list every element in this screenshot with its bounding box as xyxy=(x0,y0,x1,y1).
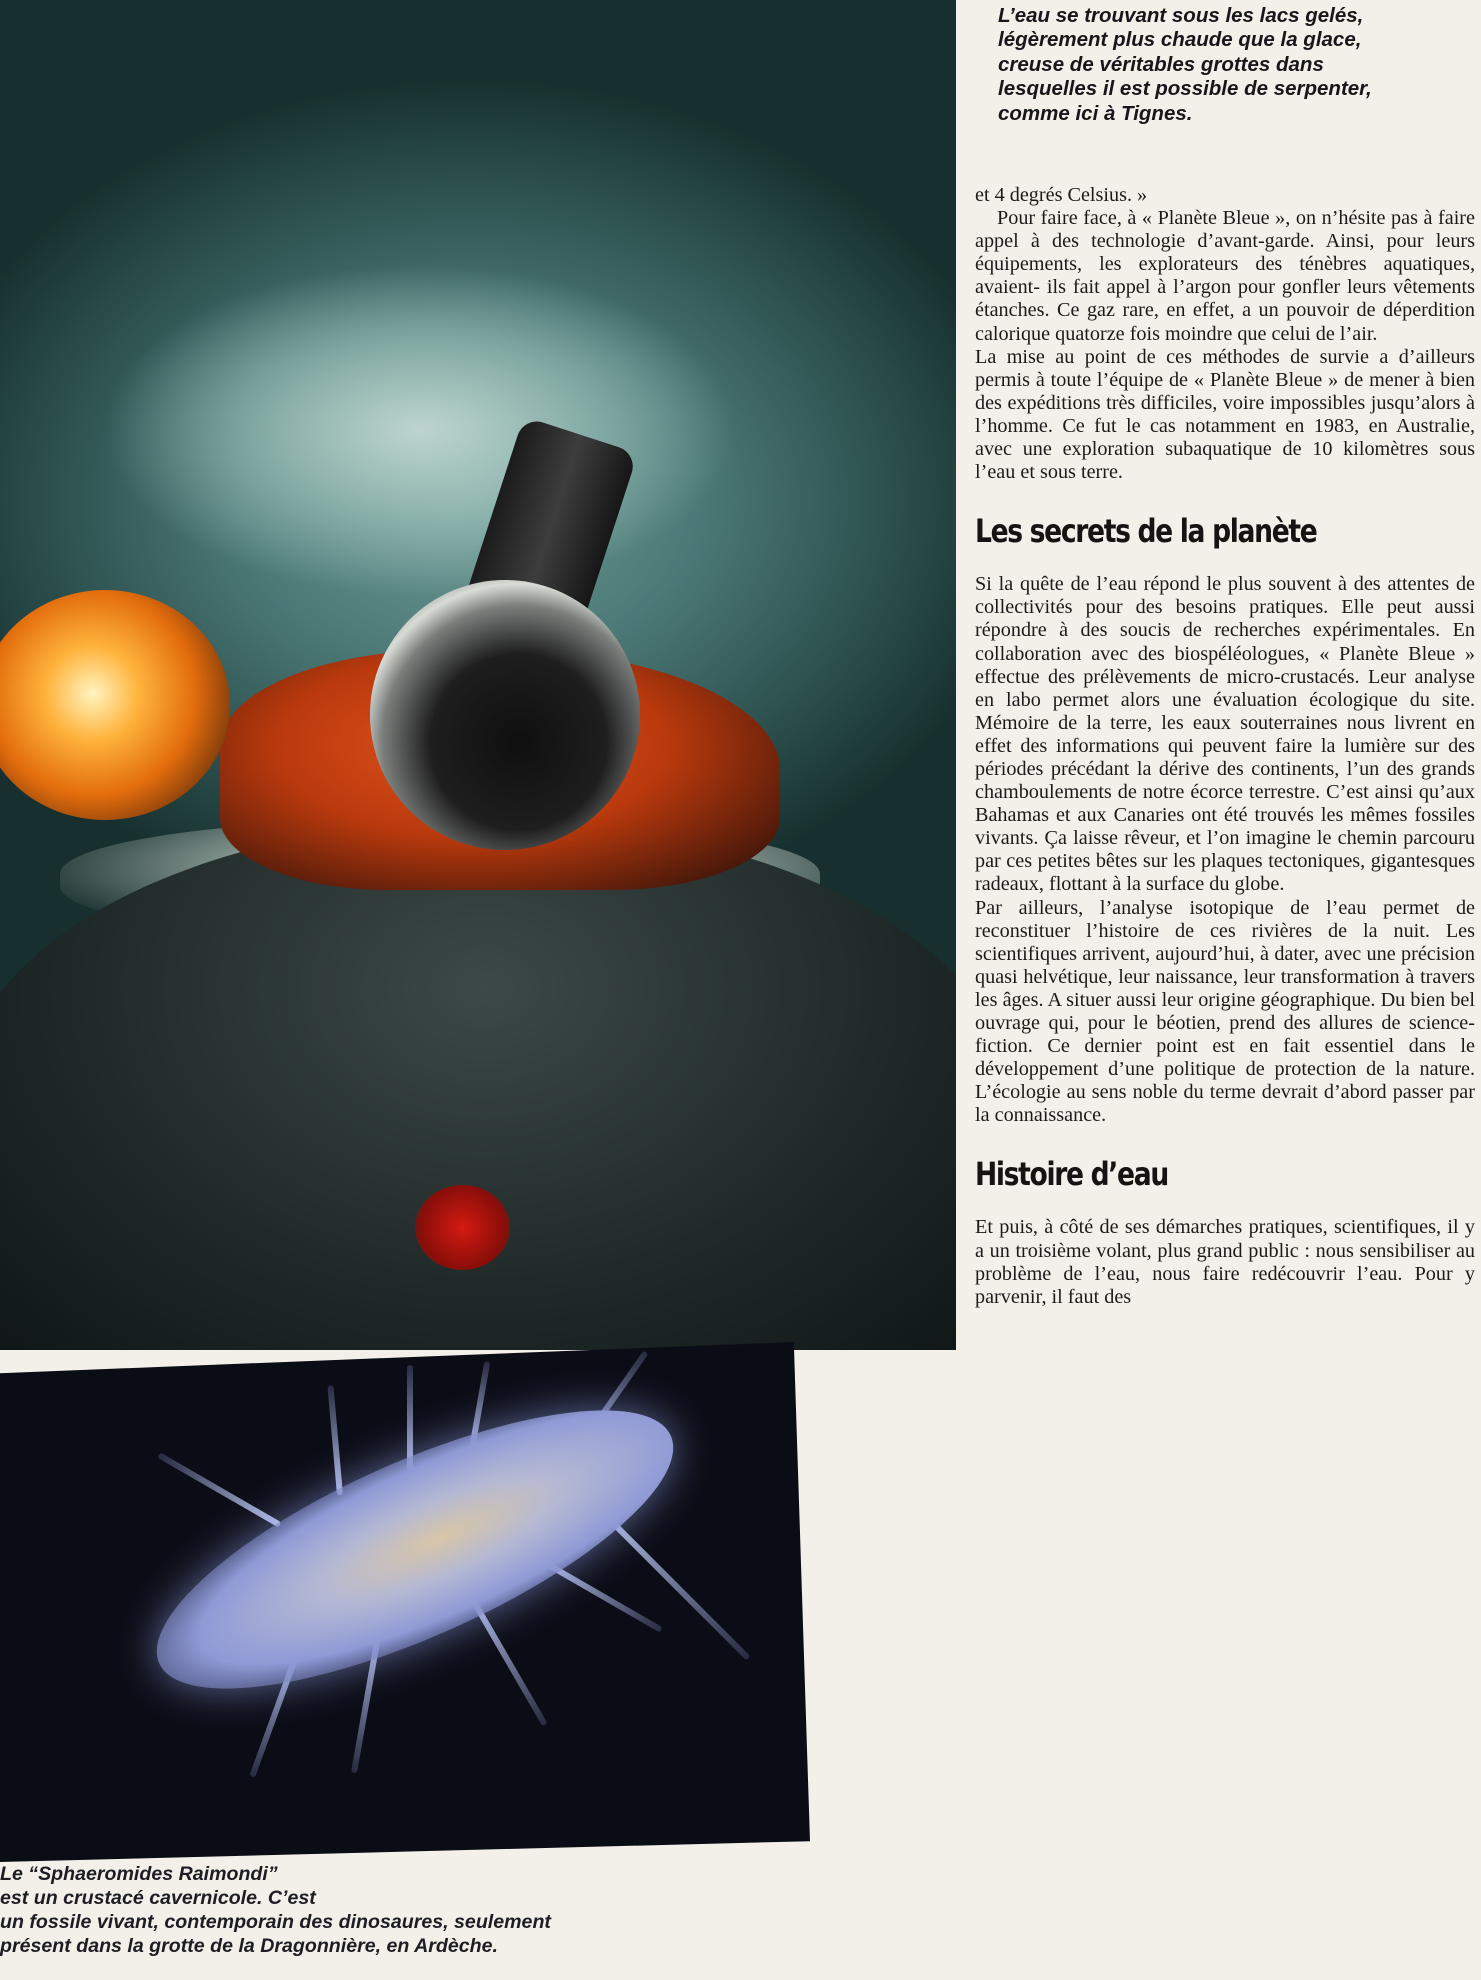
diver-helmet xyxy=(370,580,640,850)
article-paragraph: Pour faire face, à « Planète Bleue », on n’hésite pas à faire appel à des technologie d’avant-garde. Ainsi, pour leurs équipements, les explorateurs des ténèbres aquatiques, avaient- ils fait appel à l’argon pour gonfler leurs vêtements étanches. Ce gaz rare, en effet, a un pouvoir de déperdition calorique quatorze fois moindre que celui de l’air. xyxy=(975,207,1475,345)
crustacean-antenna xyxy=(598,1508,751,1661)
diver-lamp xyxy=(0,590,230,820)
article-paragraph: Par ailleurs, l’analyse isotopique de l’eau permet de reconstituer l’histoire de ces rivières de la nuit. Les scientifiques arrivent, aujourd’hui, à dater, avec une précision quasi helvétique, leur naissance, leur transformation à travers les âges. A situer aussi leur origine géographique. Du bien bel ouvrage qui, pour le béotien, prend des allures de science-fiction. Ce dernier point est en fait essentiel dans le développement d’une politique de protection de la nature. L’écologie au sens noble du terme devrait d’abord passer par la connaissance. xyxy=(975,896,1475,1127)
section-heading-histoire: Histoire d’eau xyxy=(975,1155,1168,1194)
red-light-spot xyxy=(415,1185,510,1270)
article-paragraph: La mise au point de ces méthodes de survie a d’ailleurs permis à toute l’équipe de « Planète Bleue » de mener à bien des expéditions très difficiles, voire impossibles jusqu’alors à l’homme. Ce fut le cas notamment en 1983, en Australie, avec une exploration subaquatique de 10 kilomètres sous l’eau et sous terre. xyxy=(975,345,1475,484)
section-heading-secrets: Les secrets de la planète xyxy=(975,512,1317,551)
crustacean-photo xyxy=(0,1342,810,1862)
ice-cave-diver-photo xyxy=(0,0,956,1350)
ice-cave-caption: L’eau se trouvant sous les lacs gelés, légèrement plus chaude que la glace, creuse de véritables grottes dans lesquelles il est possible de serpenter, comme ici à Tignes. xyxy=(998,4,1372,125)
crustacean-leg xyxy=(327,1385,343,1495)
article-paragraph: et 4 degrés Celsius. » xyxy=(975,184,1148,206)
article-paragraph: Et puis, à côté de ses démarches pratiques, scientifiques, il y a un troisième volant, plus grand public : nous sensibiliser au problème de l’eau, nous faire redécouvrir l’eau. Pour y parvenir, il faut des xyxy=(975,1216,1475,1308)
article-paragraph: Si la quête de l’eau répond le plus souvent à des attentes de collectivités pour des besoins pratiques. Elle peut aussi répondre à des soucis de recherches expérimentales. En collaboration avec des biospéléologues, « Planète Bleue » effectue des prélèvements de micro-crustacés. Leur analyse en labo permet alors une évaluation écologique du site. Mémoire de la terre, les eaux souterraines nous livrent en effet des informations qui peuvent faire la lumière sur des périodes précédant la dérive des continents, l’un des grands chamboulements de notre écorce terrestre. C’est ainsi qu’aux Bahamas et aux Canaries ont été trouvés les mêmes fossiles vivants. Ça laisse rêveur, et l’on imagine le chemin parcouru par ces petites bêtes sur les plaques tectoniques, gigantesques radeaux, flottant à la surface du globe. xyxy=(975,573,1475,896)
ice-floor xyxy=(0,820,956,1350)
crustacean-caption: Le “Sphaeromides Raimondi” est un crustacé cavernicole. C’est un fossile vivant, contemporain des dinosaures, seulement présent dans la grotte de la Dragonnière, en Ardèche. xyxy=(0,1863,551,1957)
crustacean-leg xyxy=(157,1452,281,1527)
article-column xyxy=(975,184,1475,1309)
crustacean-body xyxy=(124,1356,707,1744)
